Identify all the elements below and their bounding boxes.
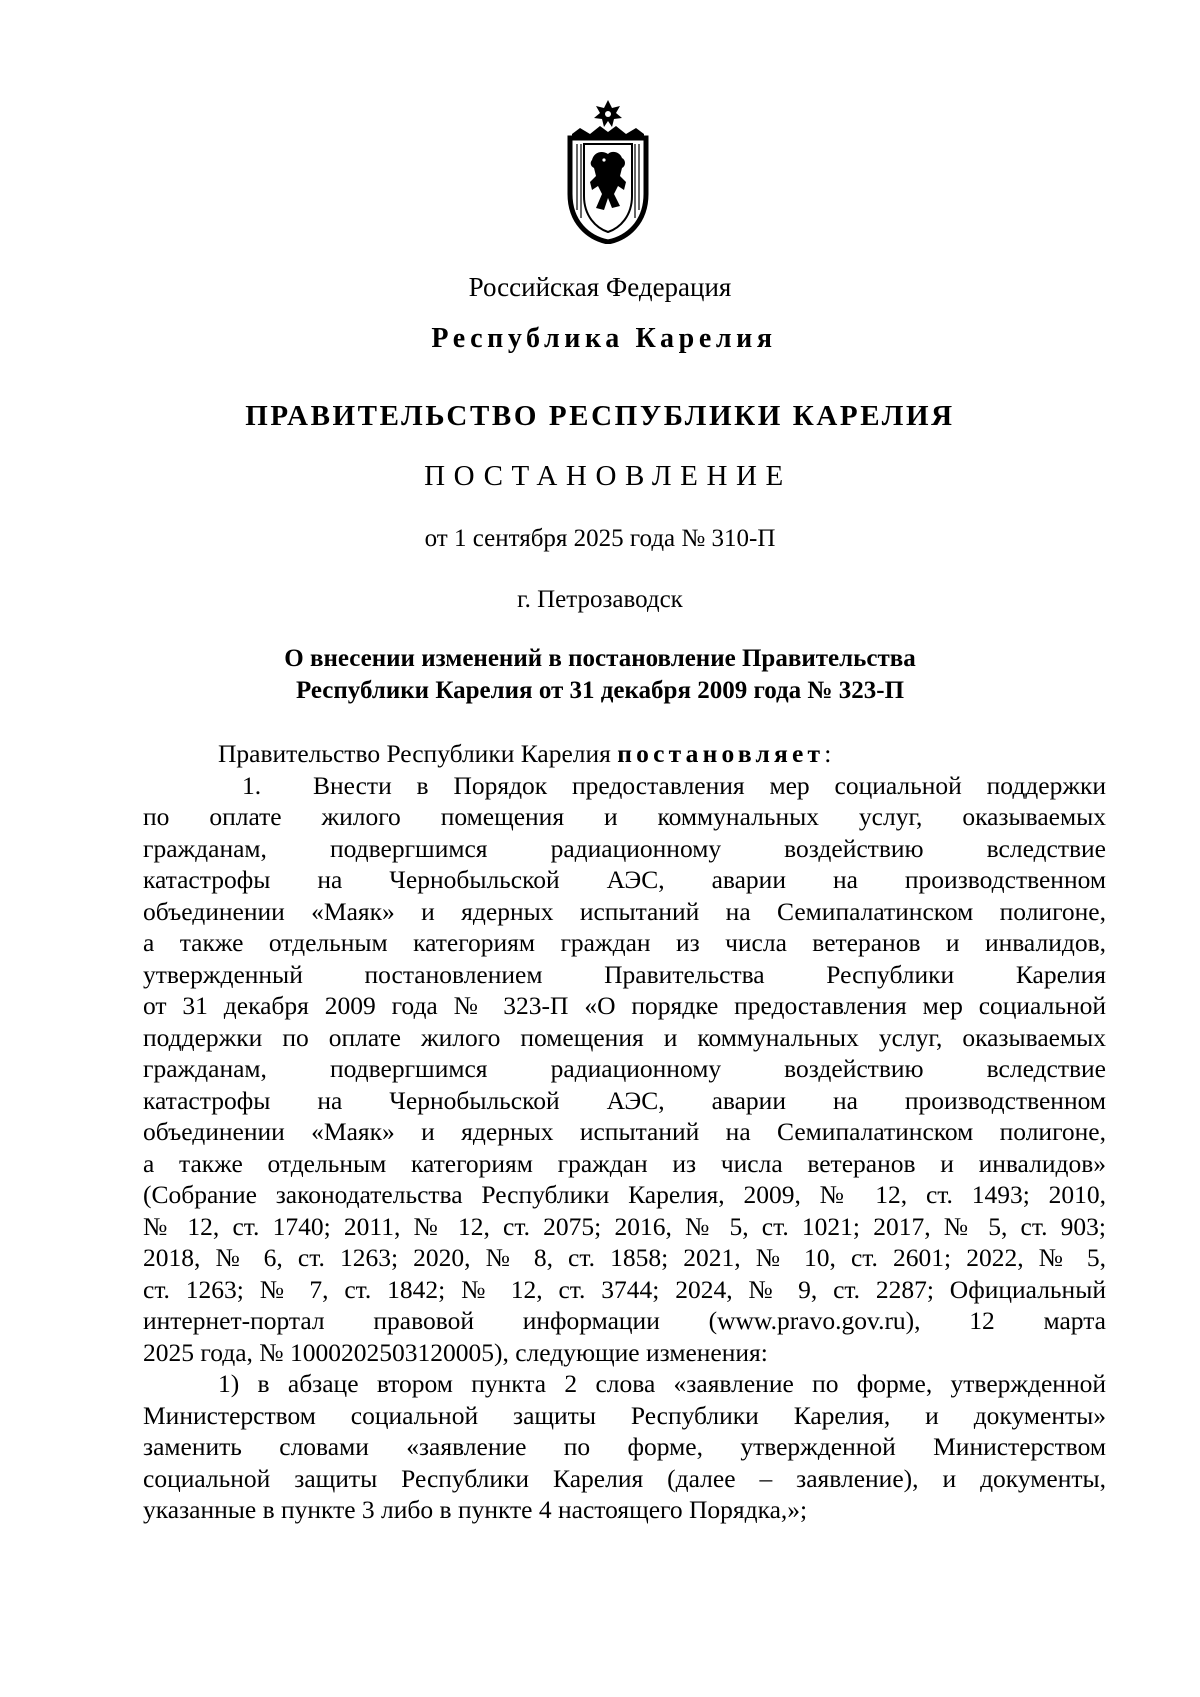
item-text-line: а также отдельным категориям граждан из числа ветеранов и инвалидов, [143,928,1106,957]
document-subject [0,643,1200,707]
item-text-line: гражданам, подвергшимся радиационному воздействию вследствие [143,1054,1106,1083]
item-text-line: от 31 декабря 2009 года № 323-П «О порядке предоставления мер социальной [143,991,1106,1020]
coat-of-arms-emblem [560,98,656,244]
preamble-colon: : [824,739,832,768]
item-text-line: 2018, № 6, ст. 1263; 2020, № 8, ст. 1858; 2021, № 10, ст. 2601; 2022, № 5, [143,1243,1106,1272]
government-name: ПРАВИТЕЛЬСТВО РЕСПУБЛИКИ КАРЕЛИЯ [245,400,955,432]
subitem-text-line: заменить словами «заявление по форме, утвержденной Министерством [143,1432,1106,1461]
republic-name: Республика Карелия [431,323,777,354]
preamble-paragraph [143,738,1106,770]
item-text-line: утвержденный постановлением Правительства Республики Карелия [143,959,1106,989]
item-text-line: объединении «Маяк» и ядерных испытаний на Семипалатинском полигоне, [143,1117,1106,1146]
preamble-text: Правительство Республики Карелия [218,739,618,768]
item-text-line: гражданам, подвергшимся радиационному воздействию вследствие [143,833,1106,863]
subject-line: О внесении изменений в постановление Правительства [284,645,916,672]
item-text-line: катастрофы на Чернобыльской АЭС, аварии на производственном [143,1085,1106,1115]
item-text-line: № 12, ст. 1740; 2011, № 12, ст. 2075; 2016, № 5, ст. 1021; 2017, № 5, ст. 903; [143,1211,1106,1241]
item-text-line: катастрофы на Чернобыльской АЭС, аварии на производственном [143,865,1106,894]
decree-word: постановляет [617,739,825,768]
item-text-line: по оплате жилого помещения и коммунальных услуг, оказываемых [143,802,1106,831]
item-1-first-line [143,770,1106,802]
document-date-number: от 1 сентября 2025 года № 310-П [424,525,776,552]
item-text-line: интернет-портал правовой информации (www.pravo.gov.ru), 12 марта [143,1306,1106,1335]
subitem-text-line: Министерством социальной защиты Республики Карелия, и документы» [143,1400,1106,1430]
subitem-text-line: социальной защиты Республики Карелия (далее – заявление), и документы, [143,1463,1106,1493]
subject-line: Республики Карелия от 31 декабря 2009 года № 323-П [295,677,905,704]
item-number: 1. [242,770,262,800]
item-text-line: (Собрание законодательства Республики Карелия, 2009, № 12, ст. 1493; 2010, [143,1180,1106,1209]
item-text-line: а также отдельным категориям граждан из числа ветеранов и инвалидов» [143,1148,1106,1178]
item-text-line: ст. 1263; № 7, ст. 1842; № 12, ст. 3744; 2024, № 9, ст. 2287; Официальный [143,1274,1106,1304]
item-text-line: объединении «Маяк» и ядерных испытаний на Семипалатинском полигоне, [143,896,1106,926]
item-text-line: 2025 года, № 1000202503120005), следующие изменения: [143,1337,768,1367]
document-type: ПОСТАНОВЛЕНИЕ [424,460,792,492]
document-city: г. Петрозаводск [517,586,683,613]
item-text-line: поддержки по оплате жилого помещения и коммунальных услуг, оказываемых [143,1022,1106,1052]
subitem-text-line: указанные в пункте 3 либо в пункте 4 настоящего Порядка,»; [143,1495,808,1524]
item-text-line: Внести в Порядок предоставления мер социальной поддержки [313,770,1106,800]
subitem-first-line: 1) в абзаце втором пункта 2 слова «заявление по форме, утвержденной [218,1369,1106,1398]
document-body [143,738,1106,1526]
country-name: Российская Федерация [468,272,732,302]
